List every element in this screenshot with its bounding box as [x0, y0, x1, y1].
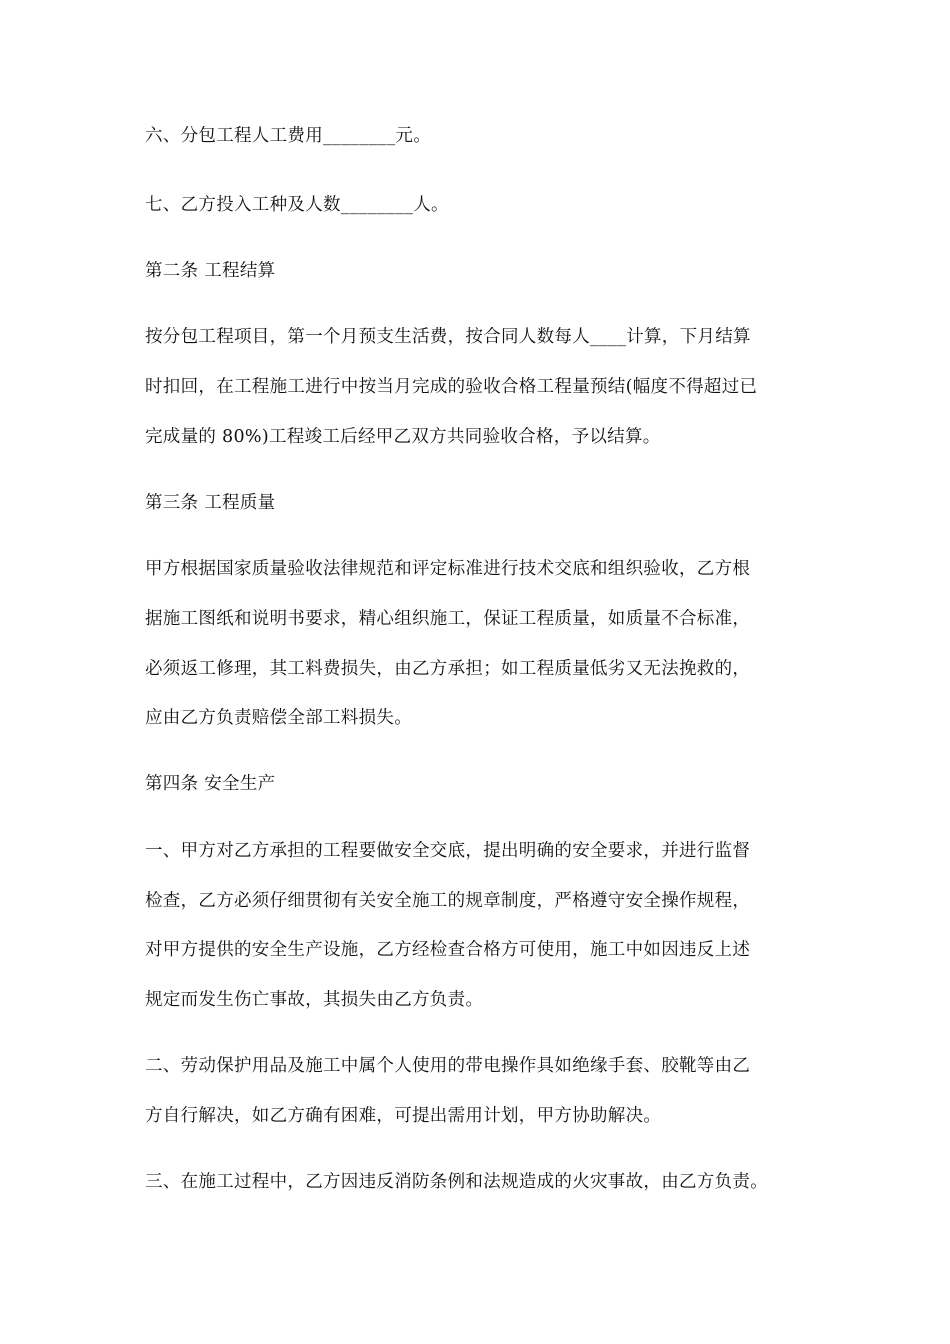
- article-3-heading: 第三条 工程质量: [145, 493, 276, 513]
- article-2-paragraph-line: 时扣回，在工程施工进行中按当月完成的验收合格工程量预结(幅度不得超过已: [145, 377, 758, 397]
- article-4-item-1-line: 对甲方提供的安全生产设施，乙方经检查合格方可使用，施工中如因违反上述: [145, 940, 751, 960]
- article-4-item-1-line: 检查，乙方必须仔细贯彻有关安全施工的规章制度，严格遵守安全操作规程，: [145, 891, 751, 911]
- article-4-item-3-line: 三、在施工过程中，乙方因违反消防条例和法规造成的火灾事故，由乙方负责。: [145, 1172, 768, 1192]
- article-4-heading: 第四条 安全生产: [145, 774, 276, 794]
- article-4-item-2-line: 二、劳动保护用品及施工中属个人使用的带电操作具如绝缘手套、胶靴等由乙: [145, 1056, 751, 1076]
- article-4-item-1-line: 一、甲方对乙方承担的工程要做安全交底，提出明确的安全要求，并进行监督: [145, 841, 751, 861]
- article-4-item-2-line: 方自行解决，如乙方确有困难，可提出需用计划，甲方协助解决。: [145, 1106, 662, 1126]
- article-3-paragraph-line: 据施工图纸和说明书要求，精心组织施工，保证工程质量，如质量不合标准，: [145, 609, 751, 629]
- article-4-item-1-line: 规定而发生伤亡事故，其损失由乙方负责。: [145, 990, 484, 1010]
- article-3-paragraph-line: 甲方根据国家质量验收法律规范和评定标准进行技术交底和组织验收，乙方根: [145, 559, 751, 579]
- article-3-paragraph-line: 应由乙方负责赔偿全部工料损失。: [145, 708, 412, 728]
- article-2-paragraph-line: 按分包工程项目，第一个月预支生活费，按合同人数每人____计算，下月结算: [145, 327, 751, 347]
- article-2-paragraph-line: 完成量的 80%)工程竣工后经甲乙双方共同验收合格，予以结算。: [145, 427, 661, 447]
- clause-workers-count: 七、乙方投入工种及人数________人。: [145, 195, 449, 215]
- clause-labor-cost: 六、分包工程人工费用________元。: [145, 126, 431, 146]
- article-3-paragraph-line: 必须返工修理，其工料费损失，由乙方承担；如工程质量低劣又无法挽救的，: [145, 659, 751, 679]
- article-2-heading: 第二条 工程结算: [145, 261, 276, 281]
